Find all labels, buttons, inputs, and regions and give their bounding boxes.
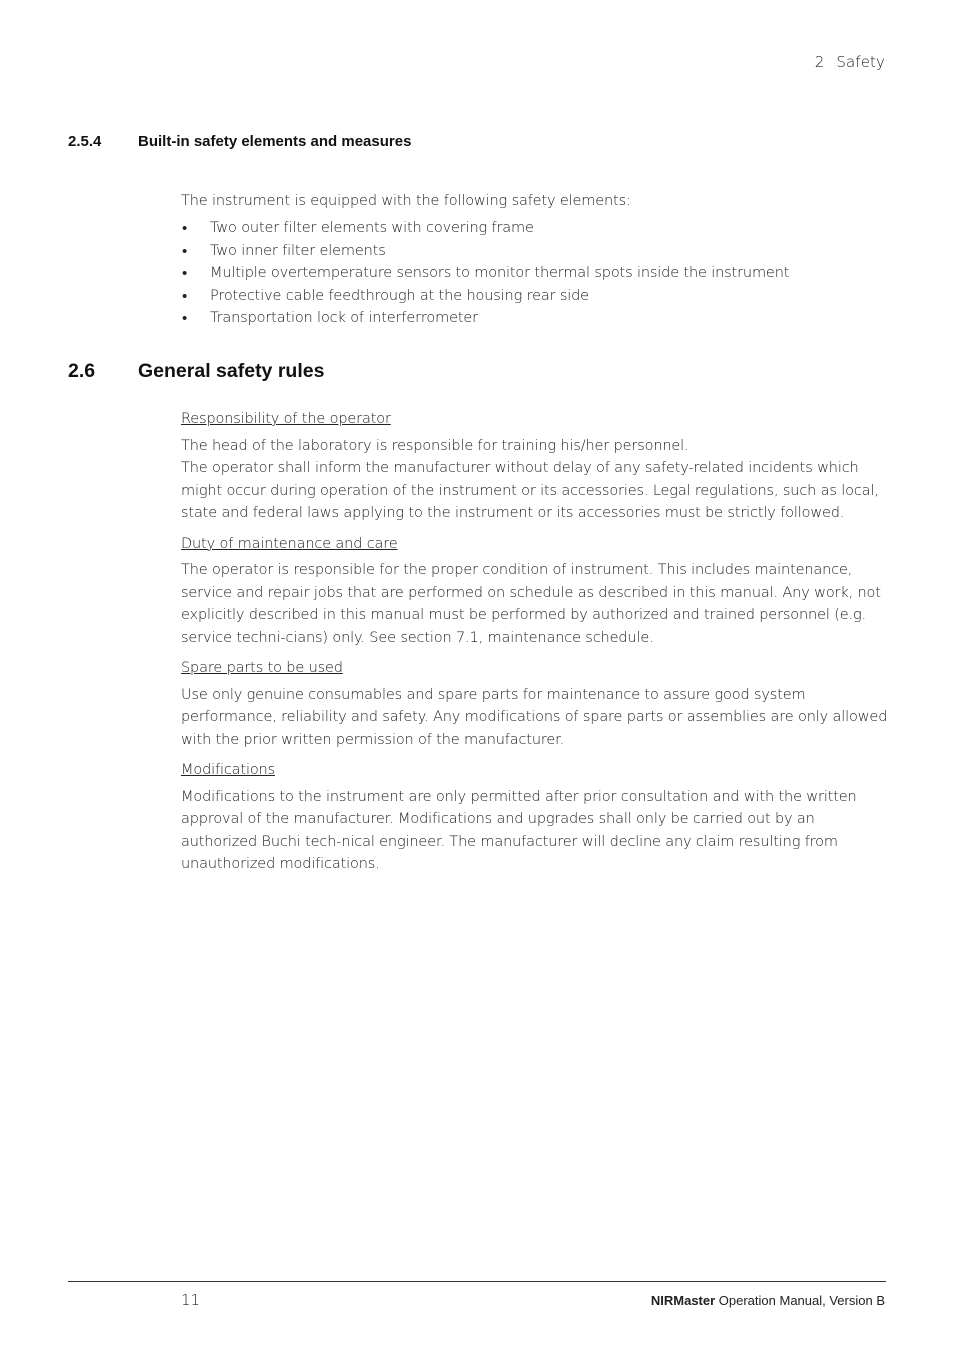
section-number: 2.5.4 [68,133,102,150]
footer-divider [68,1281,886,1282]
running-header [815,53,885,71]
subsection-body-maintenance: The operator is responsible for the proper condition of instrument. This includes maintenance, service and repair jobs that are performed on schedule as described in this manual. Any work, not explicitly described in this manual must be performed by authorized and trained personnel (e.g. service techni-cians) only. See section 7.1, maintenance schedule. [181,562,881,646]
list-item: • Two outer filter elements with covering frame [181,217,886,240]
subsection-body-modifications: Modifications to the instrument are only permitted after prior consultation and with the written approval of the manufacturer. Modifications and upgrades shall only be carried out by an authorized Buchi tech-nical engineer. The manufacturer will decline any claim resulting from unauthorized modifications. [181,788,857,872]
subsection-body-spare-parts: Use only genuine consumables and spare parts for maintenance to assure good system performance, reliability and safety. Any modifications of spare parts or assemblies are only allowed with the prior written permission of the manufacturer. [181,686,888,748]
safety-elements-intro: The instrument is equipped with the following safety elements: [181,193,631,209]
section-254-heading [68,133,411,150]
product-name: NIRMaster [650,1293,716,1308]
section-title: Built-in safety elements and measures [138,133,412,150]
page-number: 11 [181,1291,201,1309]
general-safety-rules [181,408,889,884]
section-26-heading [68,360,324,383]
chapter-title: Safety [836,53,885,71]
section-number: 2.6 [68,360,96,382]
subsection-body-responsibility [181,435,889,525]
paragraph-line: The operator shall inform the manufacturer without delay of any safety-related incidents which might occur during operation of the instrument or its accessories. Legal regulations, such as local, state and federal laws applying to the instrument or its accessories must be strictly followed. [181,460,879,521]
safety-elements-list [181,217,886,330]
footer-document-title [651,1293,885,1308]
manual-version: Operation Manual, Version B [715,1293,885,1308]
subsection-title-modifications: Modifications [181,762,275,778]
list-item: • Transportation lock of interferrometer [181,307,886,330]
list-item: • Two inner filter elements [181,240,886,263]
subsection-title-responsibility: Responsibility of the operator [181,411,391,427]
paragraph-line: The head of the laboratory is responsible for training his/her personnel. [181,437,689,454]
subsection-title-spare-parts: Spare parts to be used [181,660,343,676]
list-item: • Protective cable feedthrough at the housing rear side [181,285,886,308]
section-title: General safety rules [138,360,325,382]
chapter-number: 2 [814,53,825,71]
subsection-title-maintenance: Duty of maintenance and care [181,535,398,552]
list-item: • Multiple overtemperature sensors to monitor thermal spots inside the instrument [181,262,886,285]
